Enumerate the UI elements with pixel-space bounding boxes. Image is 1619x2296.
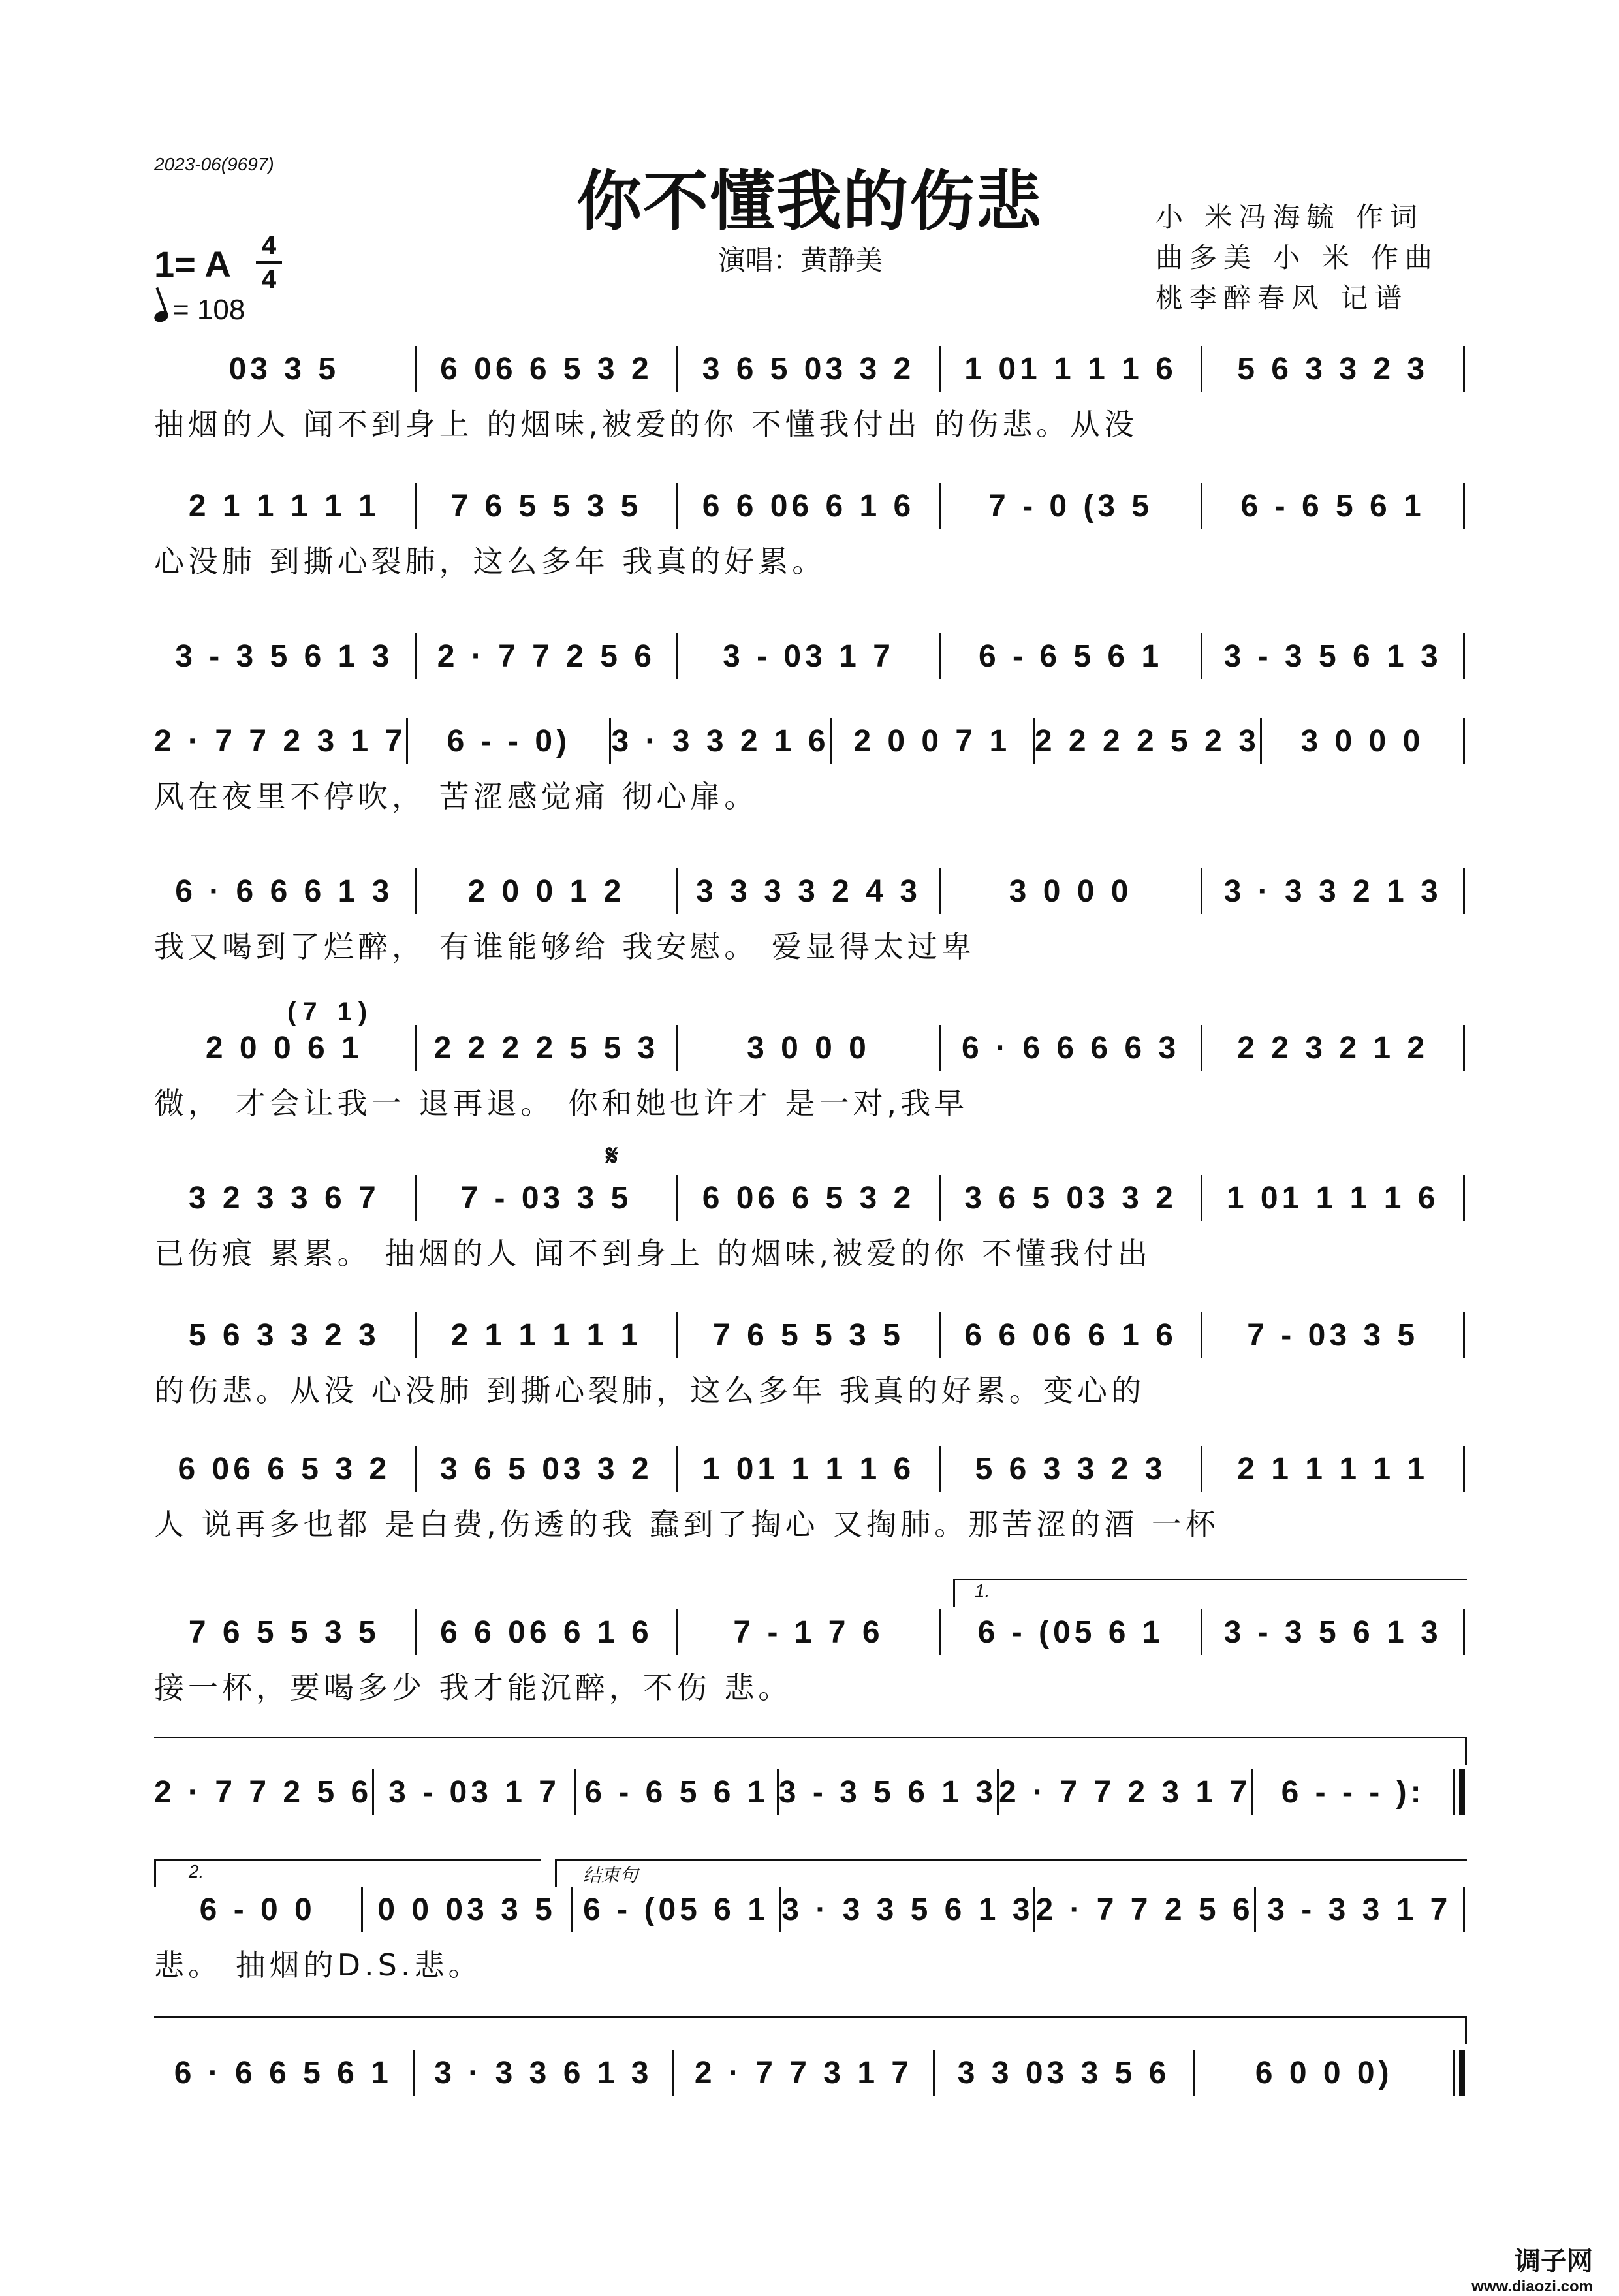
alternate-notes: (7 1) <box>287 998 374 1026</box>
bar-line <box>1463 1609 1465 1655</box>
measure: 3 - 03 1 7 <box>388 1774 560 1810</box>
measure: 6 - 6 5 6 1 <box>979 638 1163 674</box>
measure: 2 2 2 2 5 5 3 <box>433 1030 659 1065</box>
measure: 2 · 7 7 2 5 6 <box>1035 1892 1254 1927</box>
measure: 2 · 7 7 3 1 7 <box>694 2055 913 2090</box>
measure: 1 01 1 1 1 6 <box>702 1451 915 1486</box>
measure: 6 6 06 6 1 6 <box>702 488 915 524</box>
lyrics-line: 微， 才会让我一 退再退。 你和她也许才 是一对,我早 <box>154 1086 969 1121</box>
score-system <box>154 1887 1465 1981</box>
measure: 3 - 3 5 6 1 3 <box>1223 1614 1442 1650</box>
lyrics-line: 我又喝到了烂醉， 有谁能够给 我安慰。 爱显得太过卑 <box>154 929 975 964</box>
lyrics-line: 心没肺 到撕心裂肺，这么多年 我真的好累。 <box>154 544 826 579</box>
measure: 2 · 7 7 2 5 6 <box>437 638 655 674</box>
lyricist-credit: 小 米冯海毓 作词 <box>1155 201 1424 233</box>
lyrics-line <box>154 1824 1465 1863</box>
bar-line <box>1463 483 1465 529</box>
measure: 2 0 0 7 1 <box>853 723 1011 759</box>
notes-row <box>154 1769 1465 1815</box>
notes-row <box>154 346 1465 392</box>
measure: 6 - (05 6 1 <box>583 1892 769 1927</box>
lyrics-line: 抽烟的人 闻不到身上 的烟味,被爱的你 不懂我付出 的伤悲。从没 <box>154 407 1139 442</box>
measure: 6 06 6 5 3 2 <box>440 351 653 386</box>
measure: 3 - 3 5 6 1 3 <box>1223 638 1442 674</box>
measure: 2 · 7 7 2 5 6 <box>154 1774 373 1810</box>
notes-row <box>154 1025 1465 1071</box>
score-system <box>154 1025 1465 1119</box>
measure: 0 0 03 3 5 <box>377 1892 556 1927</box>
measure: 6 - - - ): <box>1281 1774 1425 1810</box>
measure: 3 2 3 3 6 7 <box>188 1180 380 1216</box>
lyrics-line <box>154 2105 1465 2144</box>
measure: 6 · 6 6 5 6 1 <box>174 2055 392 2090</box>
score-system <box>154 868 1465 962</box>
page-title: 你不懂我的伤悲 <box>576 163 1043 240</box>
measure: 2 1 1 1 1 1 <box>450 1317 642 1353</box>
measure: 2 2 2 2 5 2 3 <box>1034 723 1260 759</box>
measure: 7 6 5 5 3 5 <box>188 1614 380 1650</box>
measure: 6 6 06 6 1 6 <box>440 1614 653 1650</box>
measure: 3 · 3 3 2 1 6 <box>611 723 830 759</box>
lyrics-line: 风在夜里不停吹， 苦涩感觉痛 彻心扉。 <box>154 779 759 814</box>
measure: 6 - 6 5 6 1 <box>1240 488 1425 524</box>
measure: 6 - 0 0 <box>199 1892 316 1927</box>
notes-row <box>154 1887 1465 1932</box>
measure: 6 06 6 5 3 2 <box>702 1180 915 1216</box>
measure: 3 · 3 3 5 6 1 3 <box>781 1892 1034 1927</box>
bar-line <box>1463 1312 1465 1358</box>
first-ending-bracket <box>953 1579 1467 1607</box>
measure: 3 · 3 3 6 1 3 <box>434 2055 653 2090</box>
measure: 1 01 1 1 1 6 <box>964 351 1177 386</box>
watermark-url: www.diaozi.com <box>1471 2278 1593 2295</box>
coda-label: 结束句 <box>583 1865 638 1885</box>
measure: 3 - 3 5 6 1 3 <box>175 638 394 674</box>
score-code: 2023-06(9697) <box>154 154 274 174</box>
score-system <box>154 2050 1465 2144</box>
measure: 3 6 5 03 3 2 <box>440 1451 653 1486</box>
measure: 3 - 03 1 7 <box>723 638 894 674</box>
measure: 3 6 5 03 3 2 <box>702 351 915 386</box>
second-ending-bracket <box>154 1859 541 1887</box>
quarter-note-icon <box>153 309 170 324</box>
bar-line <box>1463 1446 1465 1492</box>
measure: 6 - 6 5 6 1 <box>584 1774 769 1810</box>
time-signature-bottom: 4 <box>261 265 277 294</box>
bar-line <box>1463 1025 1465 1071</box>
notes-row <box>154 1175 1465 1221</box>
bar-line <box>1453 1769 1465 1815</box>
measure: 7 - 1 7 6 <box>733 1614 884 1650</box>
bar-line <box>1463 346 1465 392</box>
bar-line <box>1463 633 1465 679</box>
notes-row <box>154 1609 1465 1655</box>
measure: 2 2 3 2 1 2 <box>1237 1030 1429 1065</box>
measure: 6 0 0 0) <box>1255 2055 1393 2090</box>
measure: 3 · 3 3 2 1 3 <box>1223 873 1442 909</box>
measure: 1 01 1 1 1 6 <box>1226 1180 1439 1216</box>
measure: 7 - 03 3 5 <box>1247 1317 1419 1353</box>
lyrics-line: 悲。 抽烟的D.S.悲。 <box>154 1947 482 1983</box>
notes-row <box>154 1312 1465 1358</box>
measure: 3 3 03 3 5 6 <box>957 2055 1171 2090</box>
notes-row <box>154 868 1465 914</box>
score-system <box>154 1175 1465 1269</box>
measure: 6 - (05 6 1 <box>977 1614 1164 1650</box>
watermark <box>1462 2241 1593 2296</box>
measure: 7 - 0 (3 5 <box>988 488 1154 524</box>
time-signature-top: 4 <box>261 231 277 260</box>
tempo-marking <box>154 294 245 326</box>
notes-row <box>154 2050 1465 2096</box>
score-system <box>154 346 1465 440</box>
watermark-name: 调子网 <box>1515 2246 1593 2276</box>
measure: 3 6 5 03 3 2 <box>964 1180 1177 1216</box>
measure: 3 - 3 5 6 1 3 <box>778 1774 997 1810</box>
measure: 7 - 03 3 5 <box>460 1180 633 1216</box>
notes-row <box>154 718 1465 764</box>
transcriber-credit: 桃李醉春风 记谱 <box>1155 282 1409 314</box>
measure: 6 · 6 6 6 1 3 <box>175 873 394 909</box>
score-system <box>154 1446 1465 1540</box>
measure: 5 6 3 3 2 3 <box>975 1451 1167 1486</box>
bar-line <box>1463 1175 1465 1221</box>
score-system <box>154 633 1465 727</box>
measure: 5 6 3 3 2 3 <box>188 1317 380 1353</box>
measure: 6 · 6 6 6 6 3 <box>961 1030 1180 1065</box>
bar-line <box>1463 718 1465 764</box>
measure: 2 0 0 6 1 <box>205 1030 363 1065</box>
measure: 7 6 5 5 3 5 <box>713 1317 904 1353</box>
lyrics-line: 已伤痕 累累。 抽烟的人 闻不到身上 的烟味,被爱的你 不懂我付出 <box>154 1236 1152 1271</box>
measure: 6 6 06 6 1 6 <box>964 1317 1177 1353</box>
first-ending-continuation <box>154 1737 1467 1765</box>
measure: 2 · 7 7 2 3 1 7 <box>998 1774 1251 1810</box>
second-ending-label: 2. <box>189 1861 204 1881</box>
measure: 7 6 5 5 3 5 <box>450 488 642 524</box>
measure: 2 · 7 7 2 3 1 7 <box>154 723 407 759</box>
measure: 3 0 0 0 <box>1300 723 1424 759</box>
lyrics-line: 人 说再多也都 是白费,伤透的我 蠢到了掏心 又掏肺。那苦涩的酒 一杯 <box>154 1507 1219 1542</box>
measure: 3 - 3 3 1 7 <box>1267 1892 1452 1927</box>
tempo-value: = 108 <box>172 294 245 326</box>
score-system <box>154 483 1465 577</box>
bar-line <box>1463 1887 1465 1932</box>
first-ending-label: 1. <box>975 1580 990 1601</box>
coda-continuation <box>154 2016 1467 2044</box>
composer-credit: 曲多美 小 米 作曲 <box>1155 242 1439 274</box>
key-signature: 1= A <box>154 244 231 285</box>
measure: 2 1 1 1 1 1 <box>188 488 380 524</box>
time-signature <box>256 231 282 294</box>
measure: 6 06 6 5 3 2 <box>178 1451 391 1486</box>
lyrics-line: 的伤悲。从没 心没肺 到撕心裂肺，这么多年 我真的好累。变心的 <box>154 1373 1145 1408</box>
score-system <box>154 1312 1465 1406</box>
score-system <box>154 1769 1465 1863</box>
measure: 2 1 1 1 1 1 <box>1237 1451 1429 1486</box>
measure: 3 0 0 0 <box>1009 873 1133 909</box>
bar-line <box>1453 2050 1465 2096</box>
lyrics-line: 接一杯，要喝多少 我才能沉醉，不伤 悲。 <box>154 1670 793 1705</box>
measure: 2 0 0 1 2 <box>467 873 625 909</box>
measure: 3 3 3 3 2 4 3 <box>696 873 921 909</box>
measure: 6 - - 0) <box>447 723 571 759</box>
score-system <box>154 1609 1465 1703</box>
notes-row <box>154 483 1465 529</box>
measure: 3 0 0 0 <box>747 1030 870 1065</box>
measure: 03 3 5 <box>228 351 340 386</box>
measure: 5 6 3 3 2 3 <box>1237 351 1429 386</box>
notes-row <box>154 1446 1465 1492</box>
bar-line <box>1463 868 1465 914</box>
singer-credit: 演唱：黄静美 <box>718 244 883 276</box>
notes-row <box>154 633 1465 679</box>
coda-bracket <box>555 1859 1467 1887</box>
segno-icon: 𝄋 <box>606 1139 618 1172</box>
score-system <box>154 718 1465 812</box>
